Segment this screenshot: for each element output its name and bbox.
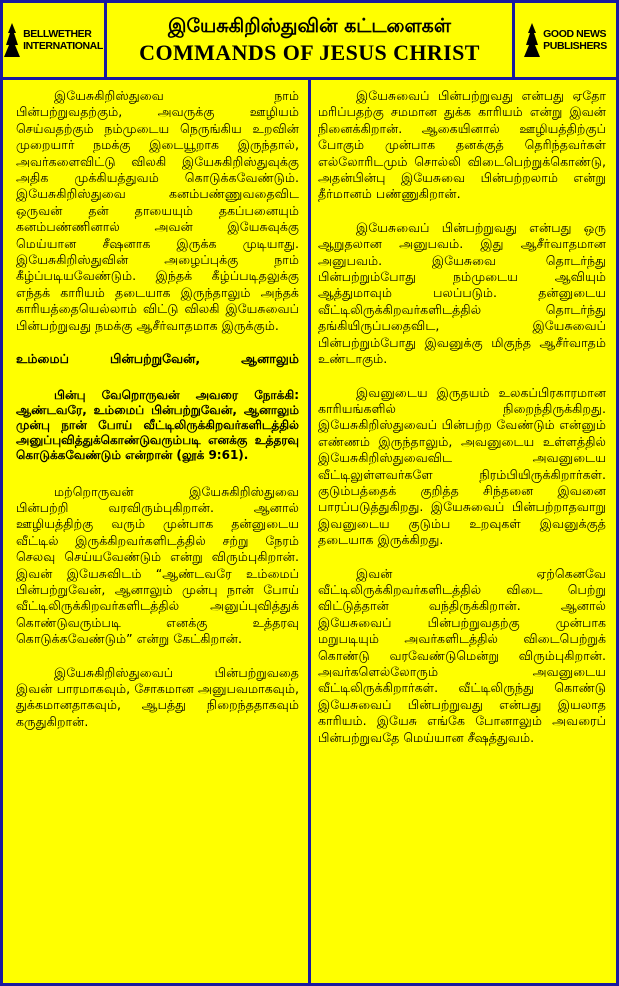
good-news-line2: PUBLISHERS [543,40,607,52]
title-block [110,3,509,77]
section-heading: உம்மைப் பின்பற்றுவேன், ஆனாலும் [16,351,299,367]
page-title-tamil: இயேசுகிறிஸ்துவின் கட்டளைகள் [168,15,451,37]
bellwether-line1: BELLWETHER [23,28,92,40]
good-news-logo-icon [524,23,540,57]
right-paragraph-3: இவனுடைய இருதயம் உலகப்பிரகாரமான காரியங்களில் நிறைந்திருக்கிறது. இயேசுகிறிஸ்துவைப் பின்பற்ற வேண்டும் என்னும் எண்ணம் இருந்தாலும், அவனுடைய உள்ளத்தில் இயேசுகிறிஸ்துவைவிட அவனுடைய வீட்டிலுள்ளவர்களே நிரம்பியிருக்கிறார்கள். குடும்பத்தைக் குறித்த சிந்தனை இவனை பாரப்படுத்துகிறது. இயேசுவைப் பின்பற்றாதவாறு இவனுடைய குடும்ப உறவுகள் இவனுக்குத் தடையாக இருக்கிறது. [318,384,606,548]
right-paragraph-2: இயேசுவைப் பின்பற்றுவது என்பது ஒரு ஆறுதலான அனுபவம். இது ஆசீர்வாதமான அனுபவம். இயேசுவை தொடர்ந்து பின்பற்றும்போது நம்முடைய ஆவியும் ஆத்துமாவும் பலப்படும். தன்னுடைய வீட்டிலிருக்கிறவர்களிடத்தில் தொடர்ந்து தங்கியிருப்பதைவிட, இயேசுவைப் பின்பற்றும்போது இவனுக்கு மிகுந்த ஆசீர்வாதம் உண்டாகும். [318,219,606,367]
page-title-english: COMMANDS OF JESUS CHRIST [139,40,480,65]
left-paragraph-2: மற்றொருவன் இயேசுகிறிஸ்துவை பின்பற்றி வரவிரும்புகிறான். ஆனால் ஊழியத்திற்கு வரும் முன்பாக தன்னுடைய வீட்டில் இருக்கிறவர்களிடத்தில் சற்று நேரம் செலவு செய்யவேண்டும் என்று விரும்புகிறான். இவன் இயேசுவிடம் “ஆண்டவரே உம்மைப் பின்பற்றுவேன், ஆனாலும் முன்பு நான் போய் வீட்டிலிருக்கிறவர்களிடத்தில் அனுப்புவித்துக் கொண்டுவரும்படி எனக்கு உத்தரவு கொடுக்கவேண்டும்” என்று கேட்கிறான். [16,483,299,647]
header-bar [0,0,619,80]
left-column [16,88,299,980]
right-paragraph-4: இவன் ஏற்கெனவே வீட்டிலிருக்கிறவர்களிடத்தில் விடை பெற்று விட்டுத்தான் வந்திருக்கிறான். ஆனால் இயேசுவைப் பின்பற்றுவதற்கு முன்பாக மறுபடியும் அவர்களிடத்தில் விடைபெற்றுக் கொண்டு வரவேண்டுமென்று விரும்புகிறான். அவர்களெல்லோரும் அவனுடைய வீட்டிலிருக்கிறார்கள். வீட்டிலிருந்து கொண்டு இயேசுவைப் பின்பற்றுவது என்பது இயலாத காரியம். இயேசு எங்கே போனாலும் அவரைப் பின்பற்றுவதே மெய்யான சீஷத்துவம். [318,565,606,745]
left-paragraph-3: இயேசுகிறிஸ்துவைப் பின்பற்றுவதை இவன் பாரமாகவும், சோகமான அனுபவமாகவும், துக்கமானதாகவும், ஆபத்து நிறைந்ததாகவும் கருதுகிறான். [16,664,299,729]
right-paragraph-1: இயேசுவைப் பின்பற்றுவது என்பது ஏதோ மரிப்பதற்கு சமமான துக்க காரியம் என்று இவன் நினைக்கிறான். ஆகையினால் ஊழியத்திற்குப் போகும் முன்பாக தனக்குத் தெரிந்தவர்கள் எல்லோரிடமும் சொல்லி விடைபெற்றுக்கொண்டு, அதன்பின்பு இயேசுவை பின்பற்றலாம் என்று தீர்மானம் பண்ணுகிறான். [318,88,606,202]
column-divider [308,80,311,986]
bellwether-line2: INTERNATIONAL [23,40,103,52]
good-news-logo [512,3,616,77]
right-column [318,88,606,980]
scripture-verse: பின்பு வேறொருவன் அவரை நோக்கி: ஆண்டவரே, உம்மைப் பின்பற்றுவேன், ஆனாலும் முன்பு நான் போய் வீட்டிலிருக்கிறவர்களிடத்தில் அனுப்புவித்துக்கொண்டுவரும்படி எனக்கு உத்தரவு கொடுக்கவேண்டும் என்றான் (லூக் 9:61). [16,387,299,463]
good-news-line1: GOOD NEWS [543,28,607,40]
bellwether-logo [3,3,107,77]
bellwether-logo-icon [4,23,20,57]
left-paragraph-1: இயேசுகிறிஸ்துவை நாம் பின்பற்றுவதற்கும், அவருக்கு ஊழியம் செய்வதற்கும் நம்முடைய நெருங்கிய உறவின் முறையார் நமக்கு இடையூறாக இருந்தால், அவர்களைவிட்டு விலகி இயேசுகிறிஸ்துவுக்கு அதிக முக்கியத்துவம் கொடுக்கவேண்டும். இயேசுகிறிஸ்துவை கனம்பண்ணுவதைவிட ஒருவன் தன் தாயையும் தகப்பனையும் கனம்பண்ணினால் அவன் இயேசுவுக்கு மெய்யான சீஷனாக இருக்க முடியாது. இயேசுகிறிஸ்துவின் அழைப்புக்கு நாம் கீழ்ப்படியவேண்டும். இந்தக் கீழ்ப்படிதலுக்கு எந்தக் காரியம் தடையாக இருந்தாலும் அந்தக் காரியத்தையெல்லாம் விட்டு விலகி இயேசுவைப் பின்பற்றுவது நமக்கு ஆசீர்வாதமாக இருக்கும். [16,88,299,333]
